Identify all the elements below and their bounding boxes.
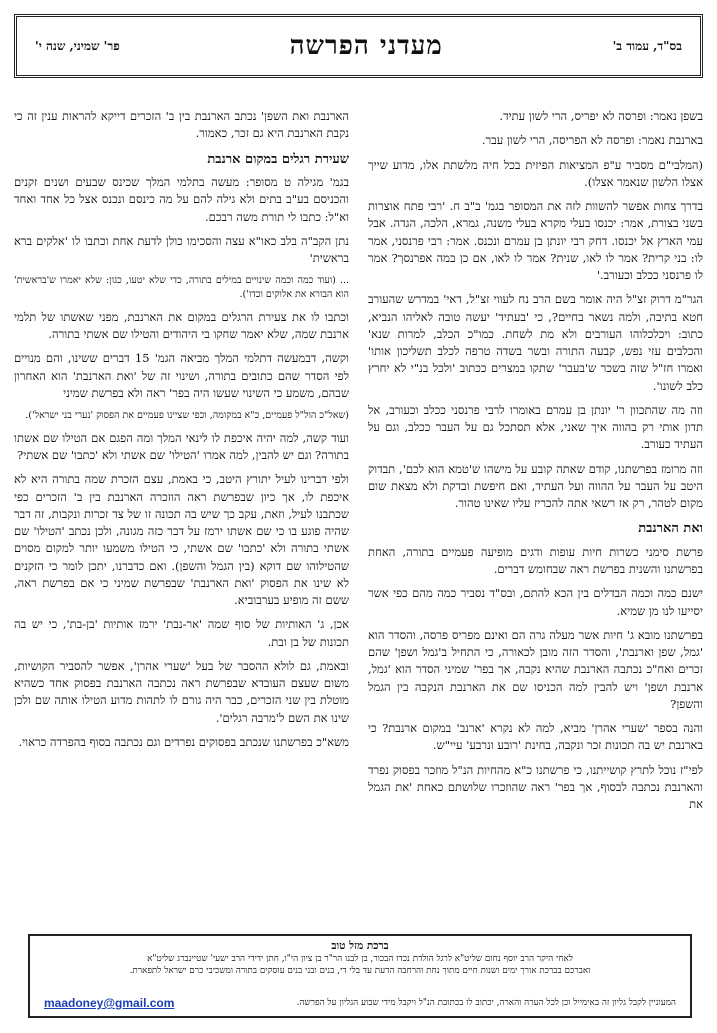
paragraph: נתן הקב"ה בלב כאו"א עצה והסכימו כולן לדעת אחת וכתבו לו 'אלקים ברא בראשית' xyxy=(14,233,349,265)
paragraph: בגמ' מגילה ט מסופר: מעשה בתלמי המלך שכינס שבעים ושנים זקנים והכניסם בע"ב בתים ולא גילה להם על מה כינסם ונכנס אצל כל אחד ואחד וא"ל: כתבו לי תורת משה רבכם. xyxy=(14,175,349,224)
page-title: מעדני הפרשה xyxy=(289,31,443,61)
left-column xyxy=(14,108,349,928)
paragraph: ובאמת, גם לולא ההסבר של בעל 'שערי אהרן', אפשר להסביר הקושיות, משום שעצם העובדא שבפרשת ראה נכתבה הארנבת בפסוק אחד כשהיא מוטלת בין שני הזכרים, כבר היה גורם לו לתהות מדוע הטילו אותה שם ולכן שינו את השם ל'מרבה רגלים'. xyxy=(14,658,349,725)
paragraph: (המלבי"ם מסביר ע"פ המציאות הפיזית בכל חיה מלשתת אלו, מדוע שייך אצלו הלשון שנאמר אצלו). xyxy=(368,157,703,189)
paragraph: משא"כ בפרשתנו שנכתב בפסוקים נפרדים וגם נכתבה בסוף בהפרדה כראוי. xyxy=(18,734,349,749)
paragraph-note: ... (ועוד כמה וכמה שינויים במילים בתורה, כדי שלא יטעו, כגון: שלא יאמרו ש'בראשית' הוא הבורא את אלוקים וכדו'). xyxy=(14,275,349,301)
section-heading: שעירת רגלים במקום ארנבת xyxy=(207,151,349,167)
paragraph: פרשת סימני כשרות חיות עופות ודגים מופיעה פעמיים בתורה, האחת בפרשתנו והשנית בפרשת ראה שבחומש דברים. xyxy=(368,544,703,576)
header-date-page: בס"ד, עמוד ב' xyxy=(612,38,682,53)
right-column xyxy=(368,108,703,928)
paragraph: והנה בספר 'שערי אהרן' מביא, למה לא נקרא 'ארנב' במקום ארנבת? כי בארנבת יש בה תכונות זכר ונקבה, בחינת 'רובע ונרבע' עיי"ש. xyxy=(368,721,703,753)
paragraph: הגר"מ דרוק זצ"ל היה אומר בשם הרב נח לעווי זצ"ל, דאי' במדרש שהעורב חטא בתיבה, ולמה נשאר בחיים?, כי 'בעתיד' יעשה טובה לאליהו הנביא, כתוב: ויכלכלוהו העורבים ולא מת לשחת. כמו"כ הכלב, למרות שנא' והכלבים עזי נפש, קבעה התורה ובשר בשדה טרפה לכלב תשליכון אותו' ואמרו חז"ל שזה בשכר ש'בעבר' שתקו במצרים ככתוב 'ולכל בנ"י לא יחרץ כלב לשונו'. xyxy=(368,292,703,393)
header-parsha-year: פר' שמיני, שנה י' xyxy=(35,38,120,53)
paragraph: וכתבו לו את צעירת הרגלים במקום את הארנבת, מפני שאשתו של תלמי ארנבת שמה, שלא יאמר שחקו בי היהודים והטילו שם אשתי בתורה. xyxy=(14,309,349,342)
paragraph: ועוד קשה, למה יהיה איכפת לו לינאי המלך ומה הפגם אם הטילו שם אשתו בתורה? וגם יש להבין, למה אמרו 'הטילו' שם אשתי ולא 'כתבו' שם אשתי? xyxy=(14,430,349,463)
footer-box xyxy=(28,934,692,1018)
paragraph: וזה מה שהתכוון ר' יונתן בן עמרם באומרו לרבי פרנסני ככלב וכעורב, אל תדון אותי רק בהווה איך שאני, אלא תסתכל גם על העבר ככלב, וגם על העתיד כעורב. xyxy=(368,402,703,452)
paragraph: ישנם כמה וכמה הבדלים בין הכא להתם, ובס"ד נסביר כמה מהם כפי אשר יסייעו לנו מן שמיא. xyxy=(368,586,703,618)
paragraph: בפרשתנו מובא ג' חיות אשר מעלה גרה הם ואינם מפריס פרסה, והסדר הוא 'גמל, שפן וארנבת', והסדר הזה מובן לכאורה, כי התחיל ב'גמל ושפן' שהם זכרים ואח"כ נכתבה הארנבת שהיא נקבה, אך בפר' שמיני הסדר הוא 'גמל, ארנבת ושפן' ויש להבין למה הכניסו שם את הארנבת הנקבה בין הגמל והשפן? xyxy=(368,627,703,711)
email-link[interactable]: maadoney@gmail.com xyxy=(44,996,175,1010)
article-columns xyxy=(14,108,703,928)
paragraph: הארנבת ואת השפן' נכתב הארנבת בין ב' הזכרים דייקא להראות ענין זה כי נקבת הארנבת היא גם זכר, כאמור. xyxy=(14,109,349,141)
paragraph: בארנבת נאמר: ופרסה לא הפריסה, הרי לשון עבר. xyxy=(481,133,703,148)
page-header xyxy=(14,14,703,78)
paragraph-note: (שאל"כ הול"ל פעמיים, כ"א במקומה, וכפי שציינו פעמיים את הפסוק 'נערי בני ישראל'). xyxy=(25,410,349,422)
section-heading: ואת הארנבת xyxy=(638,521,703,537)
footer-subscribe-note: המעוניין לקבל גליון זה באימייל וכן לכל הערה והארה, יכתוב לו בכתובת הנ"ל ויקבל מידי שבוע הגליון על הפרשה. xyxy=(296,998,676,1008)
paragraph: וזה מרומז בפרשתנו, קודם שאתה קובע על מישהו ש'טמא הוא לכם', תבדוק היטב על העבר על ההווה ועל העתיד, ואם חיפשת ובדקת ולא מצאת שום מקום לטהר, רק אז רשאי אתה להכריז עליו שאינו טהור. xyxy=(368,461,703,510)
paragraph: וקשה, דבמעשה דתלמי המלך מביאה הגמ' 15 דברים ששינו, והם מנויים לפי הסדר שהם כתובים בתורה, ושינוי זה של 'ואת הארנבת' הוא האחרון שבהם, משמע כי השינוי שעשו היה בפר' ראה ולא בפרשת שמיני xyxy=(14,351,349,400)
paragraph: ולפי דברינו לעיל יתורץ היטב, כי באמת, עצם הזכרת שמה בתורה היא לא איכפת לו, אך כיון שבפרשת ראה הוזכרה הארנבת בין ב' הזכרים כפי שכתבנו לעיל, וזאת, עקב כך שיש בה תכונה זו של צד זכרות ונקבות, זה דבר שהיה פוגע בו כי שם אשתו ירמז על דבר כזה מגונה, ולכן נכתב 'הטילו' שם אשתי בתורה ולא 'כתבו' שם אשתי, כי הטילו משמעו יותר למקום מסוים שהטילוהו שם דוקא (בין הגמל והשפן). ואם כדברנו, יתכן לומר כי הזקנים לא שינו את הפסוק 'ואת הארנבת' שבפרשת שמיני כי אם בפרשת ראה, ששם זה מופיע בערבוביא. xyxy=(14,472,349,608)
paragraph: לפי"ז נוכל לתרץ קושייתנו, כי פרשתנו כ"א מהחיות הנ"ל מוזכר בפסוק נפרד והארנבת נכתבה לבסוף, אך בפר' ראה שהוזכרו שלושתם כאחת 'את הגמל את xyxy=(368,762,703,811)
paragraph: בשפן נאמר: ופרסה לא יפריס, הרי לשון עתיד. xyxy=(499,109,703,123)
footer-title: ברכת מזל טוב xyxy=(331,940,389,952)
footer-blessing: ואברכם בברכת אורך ימים ושנות חיים מתוך נחת והרחבה הדעת עד בלי די, בנים ובני בנים עוסקים בתורה ומשכיבי כרם ישראל לתפארת. xyxy=(129,965,591,976)
paragraph: בדרך צחות אפשר להשוות לזה את המסופר בגמ' ב"ב ח. 'רבי פתח אוצרות בשני בצורת, אמר: יכנסו בעלי מקרא בעלי משנה, גמרא, הלכה, הגדה. אבל עמי הארץ אל יכנסו. דחק רבי יונתן בן עמרם ונכנס. אמר: רבי פרנסני, אמר לו: בני קרית? אמר לו לאו, שנית? אמר לו לאו, אם כן במה אפרנסך? אמר לו פרנסני ככלב וכעורב.' xyxy=(368,199,703,282)
paragraph: אכן, ג' האותיות של סוף שמה 'אר-נבת' ירמז אותיות 'בן-בת', כי יש בה תכונות של בן ובת. xyxy=(14,617,349,649)
footer-dedication: לאחי היקר הרב יוסף נחום שליט"א לרגל הולדת נכדו הבכור, בן לבנו הר"ר בן ציון הי"ו, חתן ידידי הרב ישעי' שטיינברג שליט"א xyxy=(147,954,573,964)
